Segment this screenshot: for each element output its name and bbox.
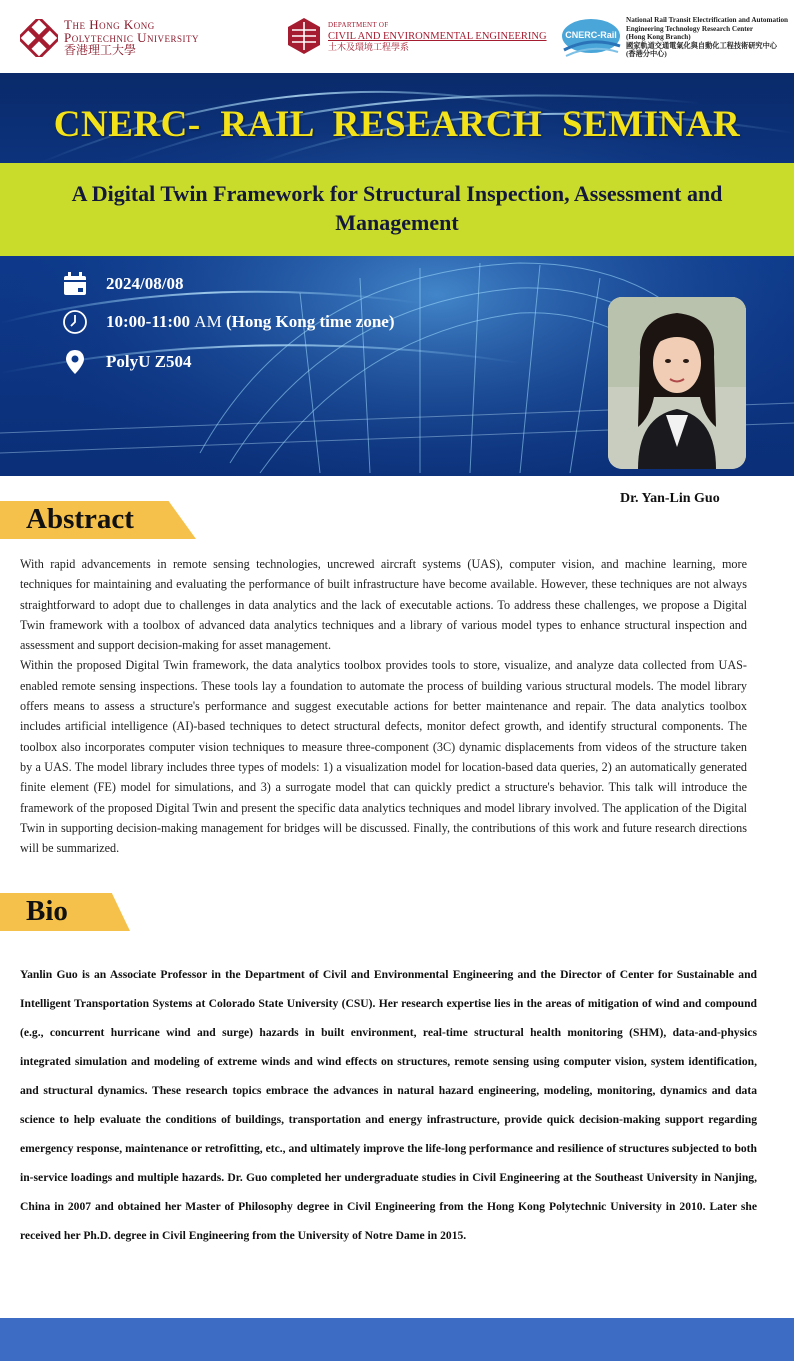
speaker-photo bbox=[608, 297, 746, 469]
event-venue: PolyU Z504 bbox=[106, 352, 192, 371]
abstract-body bbox=[20, 554, 747, 858]
event-time: 10:00-11:00 bbox=[106, 312, 191, 331]
cee-emblem-icon bbox=[286, 16, 322, 56]
polyu-name-line2: Polytechnic University bbox=[64, 30, 199, 45]
abstract-paragraph-2: Within the proposed Digital Twin framework, the data analytics toolbox provides tools to store, visualize, and analyze data collected from UAS-enabled remote sensing inspections. These tools lay a foundation to automate the process of building various structural models. The model library offers means to assess a structure's performance and suggest executable actions for better maintenance and repair. The data analytics toolbox includes artificial intelligence (AI)-based techniques to detect structural defects, monitor defect growth, and identify structural components. The toolbox also incorporates computer vision techniques to measure three-component (3C) dynamic displacements from videos of the structure taken by a UAS. The model library includes three types of models: 1) a visualization model for location-based data queries, 2) an automatically generated finite element (FE) model for simulations, and 3) a surrogate model that can quickly predict a structure's behavior. This talk will introduce the framework of the proposed Digital Twin and present the specific data analytics techniques and model library involved. The application of the Digital Twin in supporting decision-making management for bridges will be discussed. Finally, the contributions of this work and future research directions will be summarized. bbox=[20, 658, 747, 856]
cnerc-line3: (Hong Kong Branch) bbox=[626, 33, 691, 42]
seminar-banner bbox=[0, 73, 794, 476]
event-date: 2024/08/08 bbox=[106, 274, 184, 293]
cnerc-logo bbox=[560, 16, 794, 60]
location-pin-icon bbox=[62, 349, 88, 375]
cnerc-badge-text: CNERC-Rail bbox=[565, 30, 617, 40]
event-time-row bbox=[62, 309, 395, 335]
cnerc-line4: 國家軌道交通電氣化與自動化工程技術研究中心 bbox=[626, 41, 777, 50]
cee-logo bbox=[286, 16, 547, 56]
seminar-title: CNERC- RAIL RESEARCH SEMINAR bbox=[53, 104, 741, 145]
speaker-name: Dr. Yan-Lin Guo bbox=[620, 491, 720, 506]
abstract-heading: Abstract bbox=[26, 503, 134, 535]
calendar-icon bbox=[62, 271, 88, 297]
event-time-am: AM bbox=[194, 312, 222, 331]
bio-body: Yanlin Guo is an Associate Professor in the Department of Civil and Environmental Engineering and the Director of Center for Sustainable and Intelligent Transportation Systems at Colorado State University (CSU). Her research expertise lies in the areas of mitigation of wind and compound (e.g., concurrent hurricane wind and surge) hazards in built environment, real-time structural health monitoring (SHM), data-and-physics integrated simulation and modeling of extreme winds and wind effects on structures, remote sensing using computer vision, system identification, and structural dynamics. These research topics embrace the advances in natural hazard engineering, modeling, monitoring, dynamics and data science to help evaluate the conditions of buildings, transportation and energy infrastructure, provide quick decision-making support regarding emergency response, maintenance or retrofitting, etc., and ultimately improve the life-long performance and resilience of structures subjected to both in-service loadings and multiple hazards. Dr. Guo completed her undergraduate studies in Civil Engineering at the Southeast University in Nanjing, China in 2007 and obtained her Master of Philosophy degree in Civil Engineering from the Hong Kong Polytechnic University in 2010. Later she received her Ph.D. degree in Civil Engineering from the University of Notre Dame in 2015. bbox=[20, 968, 757, 1242]
talk-title: A Digital Twin Framework for Structural Inspection, Assessment and Management bbox=[71, 181, 723, 235]
cnerc-line2: Engineering Technology Research Center bbox=[626, 24, 754, 33]
abstract-paragraph-1: With rapid advancements in remote sensing technologies, uncrewed aircraft systems (UAS), computer vision, and machine learning, more techniques for maintaining and evaluating the performance of built infrastructure have become available. However, these techniques are not always straightforward to adopt due to challenges in data analytics and the lack of executable actions. To address these challenges, we propose a Digital Twin framework with a toolbox of advanced data analytics techniques and a library of various model types to enhance structural inspection and assessment and support decision-making for asset management. bbox=[20, 557, 747, 653]
event-date-row bbox=[62, 271, 183, 297]
polyu-name-chinese: 香港理工大學 bbox=[64, 43, 137, 57]
cnerc-line5: (香港分中心) bbox=[626, 50, 667, 59]
cee-name-chinese: 土木及環境工程學系 bbox=[328, 41, 410, 52]
polyu-logo bbox=[20, 18, 199, 57]
polyu-name-line1: The Hong Kong bbox=[64, 17, 155, 32]
cnerc-line1: National Rail Transit Electrification and Automation bbox=[626, 16, 789, 24]
clock-icon bbox=[62, 309, 88, 335]
event-venue-row bbox=[62, 349, 191, 375]
cee-dept-of: DEPARTMENT OF bbox=[328, 20, 389, 29]
cnerc-emblem-icon bbox=[560, 16, 622, 60]
header-logos bbox=[0, 0, 794, 73]
abstract-heading-tab bbox=[0, 501, 196, 539]
polyu-emblem-icon bbox=[20, 19, 58, 57]
talk-title-band bbox=[0, 163, 794, 256]
bio-heading: Bio bbox=[26, 895, 68, 927]
event-timezone: (Hong Kong time zone) bbox=[225, 312, 395, 331]
footer-bar bbox=[0, 1318, 794, 1361]
bio-heading-tab bbox=[0, 893, 130, 931]
cee-name: CIVIL AND ENVIRONMENTAL ENGINEERING bbox=[328, 30, 547, 42]
